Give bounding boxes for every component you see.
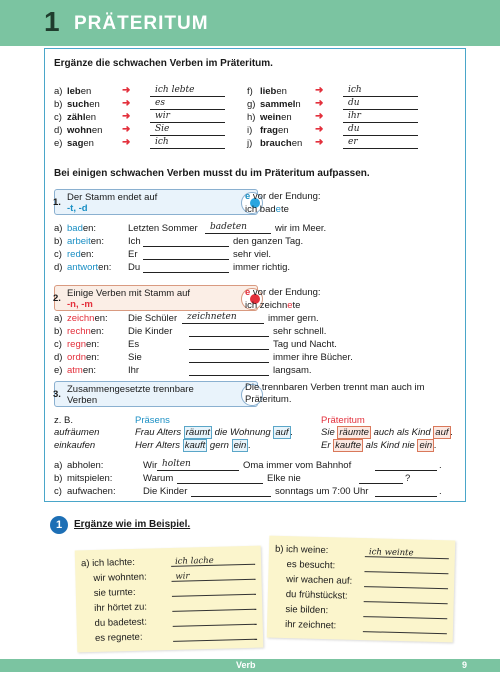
page-number: 9 <box>462 660 468 670</box>
item-text-pre: Es <box>128 339 140 350</box>
praeteritum-label: Präteritum <box>321 415 365 426</box>
verb-letter: c) <box>54 112 62 123</box>
footer-bar <box>0 659 500 672</box>
answer-blank: holten <box>157 459 239 471</box>
sticky-note-left <box>75 546 264 653</box>
section2-heading: Bei einigen schwachen Verben musst du im Präteritum aufpassen. <box>54 168 370 179</box>
verb-stem: zähl <box>67 112 86 123</box>
rule3-line1: Zusammengesetzte trennbare <box>67 384 194 395</box>
sticky-note-right <box>267 536 456 643</box>
verb-ending: en <box>291 138 303 149</box>
answer-blank: ich lache <box>171 555 255 567</box>
note-label: es regnete: <box>94 631 143 644</box>
chapter-number: 1 <box>44 6 60 37</box>
verb-infinitive <box>260 138 302 149</box>
praesens-label: Präsens <box>135 415 170 426</box>
answer-blank <box>173 630 257 642</box>
verb-ending: en <box>89 99 100 110</box>
grammar-box <box>44 48 466 502</box>
item-letter: d) <box>54 352 63 363</box>
item-letter: c) <box>54 249 62 260</box>
item-ending: en: <box>82 365 97 376</box>
verb-ending: en <box>85 112 97 123</box>
item-text-pre: Warum <box>143 473 174 484</box>
rule3-note1: Die trennbaren Verben trennt man auch im <box>245 382 425 393</box>
chapter-header <box>0 0 500 46</box>
item-text-post: sonntags um 7:00 Uhr <box>275 486 369 497</box>
zb-label: z. B. <box>54 415 74 426</box>
note-label: ihr hörtet zu: <box>94 601 148 614</box>
rule3-number: 3. <box>53 389 61 400</box>
item-letter: c) <box>54 486 62 497</box>
item-ending: en: <box>80 249 94 260</box>
verb-letter: d) <box>54 125 63 136</box>
item-text-post: wir im Meer. <box>275 223 327 234</box>
item-text-pre: Letzten Sommer <box>128 223 198 234</box>
item-text-post: Elke nie <box>267 473 301 484</box>
note-label: du frühstückst: <box>285 589 348 602</box>
answer-blank: zeichneten <box>182 312 264 324</box>
arrow-icon: ➜ <box>315 111 324 122</box>
item-ending: en: <box>98 262 112 273</box>
item-text-post: Tag und Nacht. <box>273 339 337 350</box>
answer-blank: wir <box>171 570 255 582</box>
answer-blank: ich lebte <box>150 85 225 97</box>
answer-blank <box>172 600 256 612</box>
verb-infinitive <box>67 99 100 110</box>
item-ending: en: <box>82 223 97 234</box>
note-label: ihr zeichnet: <box>284 619 337 632</box>
answer-blank <box>363 622 447 634</box>
answer-blank <box>143 248 229 260</box>
item-verb <box>67 313 108 324</box>
note-label: b) ich weine: <box>274 543 329 557</box>
verb-ending: en <box>83 138 94 149</box>
rule3-line2: Verben <box>67 395 98 406</box>
arrow-icon: ➜ <box>315 98 324 109</box>
verb-letter: f) <box>247 86 253 97</box>
verb-letter: h) <box>247 112 256 123</box>
arrow-icon: ➜ <box>122 111 131 122</box>
verb-letter: g) <box>247 99 256 110</box>
verb-infinitive <box>260 112 292 123</box>
answer-blank: ich weinte <box>365 547 449 559</box>
answer-blank <box>189 351 269 363</box>
answer-blank <box>177 472 263 484</box>
item-ending: en: <box>90 236 104 247</box>
item-verb <box>67 249 94 260</box>
verb-stem: wein <box>260 112 282 123</box>
item-verb: abholen: <box>67 460 104 471</box>
rule3-note2: Präteritum. <box>245 394 292 405</box>
verb-infinitive <box>260 125 289 136</box>
answer-blank <box>364 562 448 574</box>
rule2-box <box>54 285 258 311</box>
note-label: du badetest: <box>94 616 148 629</box>
verb-stem: leb <box>67 86 81 97</box>
item-letter: a) <box>54 313 63 324</box>
arrow-icon: ➜ <box>122 124 131 135</box>
verb-letter: i) <box>247 125 253 136</box>
verb-ending: en <box>276 86 287 97</box>
item-text-pre: Ihr <box>128 365 140 376</box>
note-label: sie turnte: <box>93 586 136 599</box>
item-text-post: immer richtig. <box>233 262 291 273</box>
praeteritum-example2: Er kaufte als Kind nie ein . <box>321 440 437 451</box>
item-text-post: sehr schnell. <box>273 326 327 337</box>
item-text-pre: Du <box>128 262 141 273</box>
answer-blank: es <box>150 98 225 110</box>
item-stem: ordn <box>67 352 87 363</box>
verb-infinitive <box>67 112 96 123</box>
arrow-icon: ➜ <box>315 137 324 148</box>
chapter-title: PRÄTERITUM <box>74 13 209 34</box>
exercise-title: Ergänze wie im Beispiel. <box>74 519 191 530</box>
answer-blank <box>363 607 447 619</box>
item-letter: d) <box>54 262 63 273</box>
rule1-line2: -t, -d <box>67 203 88 214</box>
item-verb: mitspielen: <box>67 473 113 484</box>
rule1-example: ich badete <box>245 204 289 215</box>
exercise-number-badge: 1 <box>50 516 68 534</box>
verb-ending: en <box>80 86 92 97</box>
note-label: a) ich lachte: <box>80 556 136 570</box>
verb-stem: sammel <box>260 99 296 110</box>
item-stem: arbeit <box>67 236 91 247</box>
item-text-post: immer ihre Bücher. <box>273 352 353 363</box>
verb-letter: e) <box>54 138 63 149</box>
rule1-box <box>54 189 258 215</box>
answer-blank: er <box>343 137 418 149</box>
answer-blank <box>189 325 269 337</box>
item-stem: rechn <box>67 326 91 337</box>
verb-stem: sag <box>67 138 84 149</box>
verb-ending: en <box>281 112 292 123</box>
item-verb <box>67 365 96 376</box>
verb-infinitive <box>260 86 287 97</box>
praesens-example1: Frau Alters räumt die Wohnung auf . <box>135 427 294 438</box>
item-text-post: immer gern. <box>268 313 319 324</box>
answer-blank: ihr <box>343 111 418 123</box>
item-verb <box>67 326 104 337</box>
answer-blank <box>364 577 448 589</box>
answer-blank: ich <box>343 85 418 97</box>
verb-letter: b) <box>54 99 63 110</box>
answer-blank <box>189 338 269 350</box>
answer-blank: du <box>343 124 418 136</box>
answer-blank: du <box>343 98 418 110</box>
item-text-pre: Ich <box>128 236 141 247</box>
answer-blank: Sie <box>150 124 225 136</box>
verb-ending: n <box>295 99 301 110</box>
item-stem: zeichn <box>67 313 95 324</box>
footer-label: Verb <box>236 660 256 670</box>
item-letter: a) <box>54 460 63 471</box>
item-text-post: den ganzen Tag. <box>233 236 304 247</box>
item-stem: red <box>67 249 81 260</box>
note-label: sie bilden: <box>285 604 329 617</box>
answer-blank <box>172 615 256 627</box>
section1-exercise <box>45 49 465 149</box>
answer-blank <box>189 364 269 376</box>
verb-stem: wohn <box>67 125 92 136</box>
rule2-line1: Einige Verben mit Stamm auf <box>67 288 191 299</box>
item-verb <box>67 352 99 363</box>
praesens-example2: Herr Alters kauft gern ein . <box>135 440 251 451</box>
verb-infinitive <box>67 125 102 136</box>
arrow-icon: ➜ <box>315 124 324 135</box>
arrow-icon: ➜ <box>315 85 324 96</box>
item-text-pre: Er <box>128 249 138 260</box>
verb-letter: a) <box>54 86 63 97</box>
answer-blank <box>364 592 448 604</box>
verb-ending: en <box>277 125 289 136</box>
answer-blank <box>172 585 256 597</box>
rule2-line2: -n, -m <box>67 299 93 310</box>
item-text-pre: Die Kinder <box>143 486 188 497</box>
item-stem: antwort <box>67 262 99 273</box>
item-text-pre: Wir <box>143 460 158 471</box>
note-label: wir wohnten: <box>93 571 147 584</box>
arrow-icon: ➜ <box>122 85 131 96</box>
item-ending: en: <box>94 313 108 324</box>
item-text-post: langsam. <box>273 365 312 376</box>
item-ending: en: <box>90 326 104 337</box>
answer-blank: ich <box>150 137 225 149</box>
answer-blank <box>143 261 229 273</box>
note-label: wir wachen auf: <box>286 574 353 587</box>
item-text-pre: Sie <box>128 352 142 363</box>
verb-infinitive <box>67 86 91 97</box>
item-letter: b) <box>54 236 63 247</box>
arrow-icon: ➜ <box>122 137 131 148</box>
verb-stem: lieb <box>260 86 277 97</box>
item-stem: atm <box>67 365 83 376</box>
answer-blank <box>359 472 403 484</box>
item-text-pre: Die Kinder <box>128 326 173 337</box>
item-ending: en: <box>86 339 100 350</box>
item-verb: aufwachen: <box>67 486 116 497</box>
item-text-post: Oma immer vom Bahnhof <box>243 460 352 471</box>
arrow-icon: ➜ <box>122 98 131 109</box>
praeteritum-example1: Sie räumte auch als Kind auf . <box>321 427 454 438</box>
rule2-note: e vor der Endung: <box>245 287 321 298</box>
verb-letter: j) <box>247 138 253 149</box>
item-verb <box>67 236 104 247</box>
verb-infinitive <box>67 138 94 149</box>
item-end: . <box>439 460 442 471</box>
item-letter: b) <box>54 473 63 484</box>
item-letter: b) <box>54 326 63 337</box>
rule2-number: 2. <box>53 293 61 304</box>
rule3-box <box>54 381 258 407</box>
verb-ending: en <box>91 125 103 136</box>
item-end: . <box>439 486 442 497</box>
rule1-number: 1. <box>53 197 61 208</box>
verb-stem: such <box>67 99 90 110</box>
item-letter: c) <box>54 339 62 350</box>
verb-stem: frag <box>260 125 278 136</box>
item-letter: a) <box>54 223 63 234</box>
example1-verb: aufräumen <box>54 427 100 438</box>
item-verb <box>67 262 111 273</box>
verb-stem: brauch <box>260 138 292 149</box>
item-letter: e) <box>54 365 63 376</box>
rule1-line1: Der Stamm endet auf <box>67 192 158 203</box>
item-stem: bad <box>67 223 83 234</box>
verb-infinitive <box>260 99 301 110</box>
item-stem: regn <box>67 339 87 350</box>
answer-blank <box>375 459 437 471</box>
item-ending: en: <box>86 352 100 363</box>
item-text-post: sehr viel. <box>233 249 272 260</box>
item-verb <box>67 339 99 350</box>
section1-heading: Ergänze die schwachen Verben im Präteritum. <box>54 58 273 69</box>
rule1-note: e vor der Endung: <box>245 191 321 202</box>
answer-blank: badeten <box>205 222 271 234</box>
rule2-example: ich zeichnete <box>245 300 301 311</box>
answer-blank <box>191 485 271 497</box>
example2-verb: einkaufen <box>54 440 96 451</box>
item-end: ? <box>405 473 411 484</box>
item-verb <box>67 223 96 234</box>
note-label: es besucht: <box>286 559 336 572</box>
answer-blank: wir <box>150 111 225 123</box>
item-text-pre: Die Schüler <box>128 313 178 324</box>
answer-blank <box>375 485 437 497</box>
answer-blank <box>143 235 229 247</box>
